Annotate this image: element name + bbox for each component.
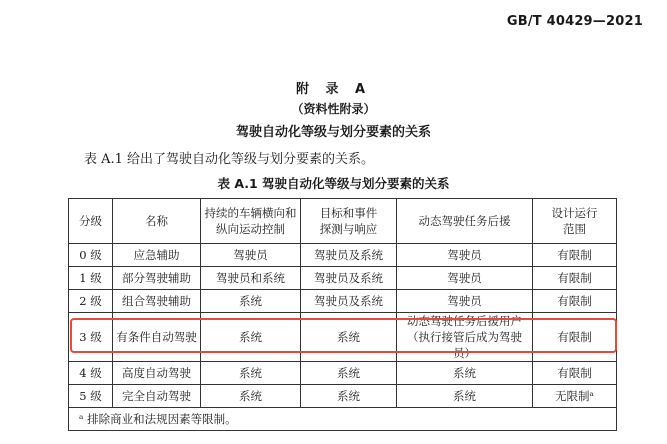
cell-line: 驾驶员及系统	[314, 248, 383, 262]
cell-line: 有限制	[557, 248, 592, 262]
column-header	[113, 199, 201, 244]
table-cell	[69, 362, 113, 385]
table-cell	[113, 362, 201, 385]
table-cell	[301, 290, 397, 313]
cell-line: 设计运行	[551, 206, 598, 220]
table-header-row	[69, 199, 617, 244]
table-cell	[113, 244, 201, 267]
cell-line: 系统	[337, 366, 360, 380]
cell-line: 4 级	[79, 366, 102, 380]
table-cell	[301, 244, 397, 267]
table-cell	[113, 290, 201, 313]
table-cell	[69, 385, 113, 408]
cell-line: 有限制	[557, 330, 592, 344]
cell-line: 有限制	[557, 366, 592, 380]
table-caption: 表 A.1 驾驶自动化等级与划分要素的关系	[217, 176, 450, 191]
table-cell	[201, 267, 301, 290]
cell-line: 驾驶员	[447, 294, 482, 308]
table-row	[69, 313, 617, 362]
cell-line: 驾驶员及系统	[314, 294, 383, 308]
cell-line: 5 级	[79, 389, 102, 403]
table-cell	[201, 290, 301, 313]
standard-code: GB/T 40429—2021	[506, 14, 643, 29]
cell-line: 应急辅助	[133, 248, 180, 262]
cell-line: 持续的车辆横向和	[204, 206, 297, 220]
column-header	[533, 199, 617, 244]
intro-paragraph: 表 A.1 给出了驾驶自动化等级与划分要素的关系。	[84, 152, 375, 167]
cell-line: 系统	[337, 330, 360, 344]
table-cell	[69, 313, 113, 362]
table-cell	[113, 313, 201, 362]
cell-line: 驾驶员	[233, 248, 268, 262]
cell-line: 探测与响应	[319, 222, 378, 236]
cell-line: 0 级	[79, 248, 102, 262]
table-cell	[201, 362, 301, 385]
table-footnote: ᵃ 排除商业和法规因素等限制。	[69, 408, 617, 431]
cell-line: 驾驶员及系统	[314, 271, 383, 285]
table-cell	[69, 267, 113, 290]
cell-line: 有条件自动驾驶	[116, 330, 197, 344]
table-cell	[533, 267, 617, 290]
table-row	[69, 362, 617, 385]
table-cell	[301, 313, 397, 362]
table-cell	[201, 244, 301, 267]
table-cell	[69, 244, 113, 267]
table-cell	[533, 244, 617, 267]
cell-line: 1 级	[79, 271, 102, 285]
column-header	[397, 199, 533, 244]
table-cell	[397, 290, 533, 313]
table-row	[69, 385, 617, 408]
cell-line: 2 级	[79, 294, 102, 308]
cell-line: 驾驶员	[447, 248, 482, 262]
cell-line: 系统	[239, 330, 262, 344]
cell-line: 有限制	[557, 271, 592, 285]
cell-line: 名称	[145, 214, 168, 228]
column-header	[69, 199, 113, 244]
appendix-subtitle: （资料性附录）	[291, 102, 376, 116]
table-cell	[397, 385, 533, 408]
table-cell	[533, 362, 617, 385]
table-cell	[301, 385, 397, 408]
column-header	[201, 199, 301, 244]
table-row	[69, 244, 617, 267]
appendix-title: 附 录 A	[295, 82, 372, 97]
cell-line: 高度自动驾驶	[122, 366, 191, 380]
table-cell	[113, 385, 201, 408]
table-cell	[301, 362, 397, 385]
table-cell	[69, 290, 113, 313]
table-cell	[533, 313, 617, 362]
cell-line: 3 级	[79, 330, 102, 344]
table-cell	[397, 362, 533, 385]
cell-line: 驾驶员和系统	[216, 271, 285, 285]
cell-line: 系统	[239, 294, 262, 308]
table-cell	[397, 267, 533, 290]
table-cell	[533, 385, 617, 408]
table-row	[69, 267, 617, 290]
table-wrap	[68, 198, 616, 431]
cell-line: 完全自动驾驶	[122, 389, 191, 403]
cell-line: 系统	[239, 389, 262, 403]
cell-line: 目标和事件	[319, 206, 378, 220]
cell-line: 部分驾驶辅助	[122, 271, 191, 285]
table-cell	[397, 313, 533, 362]
cell-line: 系统	[337, 389, 360, 403]
table-cell	[201, 313, 301, 362]
cell-line: 系统	[453, 389, 476, 403]
cell-line: 组合驾驶辅助	[122, 294, 191, 308]
table-row	[69, 290, 617, 313]
table-cell	[201, 385, 301, 408]
levels-table	[68, 198, 617, 431]
table-cell	[113, 267, 201, 290]
table-cell	[397, 244, 533, 267]
cell-line: 有限制	[557, 294, 592, 308]
cell-line: 动态驾驶任务后援用户	[407, 314, 522, 328]
cell-line: （执行接管后成为驾驶员）	[407, 330, 522, 360]
table-cell	[301, 267, 397, 290]
cell-line: 无限制ᵃ	[555, 389, 594, 403]
cell-line: 驾驶员	[447, 271, 482, 285]
table-cell	[533, 290, 617, 313]
appendix-name: 驾驶自动化等级与划分要素的关系	[235, 125, 431, 140]
column-header	[301, 199, 397, 244]
table-footnote-row	[69, 408, 617, 431]
cell-line: 分级	[79, 214, 102, 228]
cell-line: 纵向运动控制	[216, 222, 285, 236]
cell-line: 系统	[453, 366, 476, 380]
cell-line: 范围	[563, 222, 586, 236]
cell-line: 系统	[239, 366, 262, 380]
cell-line: 动态驾驶任务后援	[418, 214, 511, 228]
